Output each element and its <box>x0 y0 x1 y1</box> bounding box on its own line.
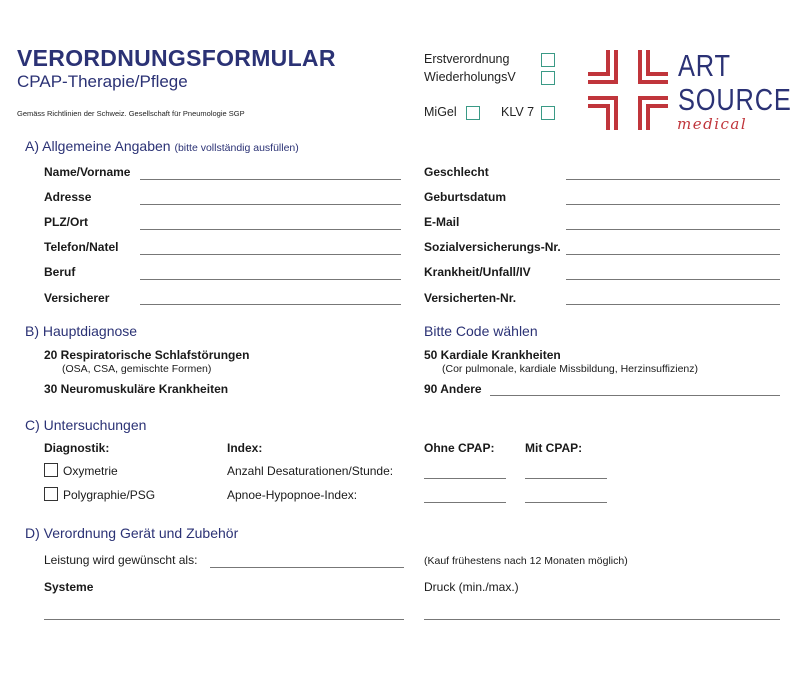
mit-cpap-header: Mit CPAP: <box>525 441 583 455</box>
field-line-plz[interactable] <box>140 229 401 230</box>
section-d-heading: D) Verordnung Gerät und Zubehör <box>25 525 239 541</box>
logo-text-source: SOURCE <box>678 82 792 117</box>
druck-label: Druck (min./max.) <box>424 580 519 594</box>
oxymetrie-checkbox[interactable] <box>44 463 58 477</box>
field-label-geburtsdatum: Geburtsdatum <box>424 190 507 204</box>
klv7-label: KLV 7 <box>501 105 535 119</box>
field-line-krankheit[interactable] <box>566 279 780 280</box>
diagnosis-50-sub: (Cor pulmonale, kardiale Missbildung, Herzinsuffizienz) <box>442 363 698 375</box>
field-line-geburtsdatum[interactable] <box>566 204 780 205</box>
field-label-versicherer: Versicherer <box>44 291 110 305</box>
field-label-versicherten-nr: Versicherten-Nr. <box>424 291 517 305</box>
field-line-andere[interactable] <box>490 395 780 396</box>
logo-cross-icon <box>586 48 670 132</box>
section-a-note: (bitte vollständig ausfüllen) <box>174 142 299 154</box>
wiederholung-label: WiederholungsV <box>424 70 516 84</box>
erstverordnung-checkbox[interactable] <box>541 53 555 67</box>
field-line-druck[interactable] <box>424 619 780 620</box>
oxymetrie-label: Oxymetrie <box>63 464 118 478</box>
field-label-krankheit: Krankheit/Unfall/IV <box>424 265 531 279</box>
field-label-geschlecht: Geschlecht <box>424 165 489 179</box>
index-header: Index: <box>227 441 263 455</box>
field-label-name: Name/Vorname <box>44 165 131 179</box>
field-line-name[interactable] <box>140 179 401 180</box>
ahi-mit-cpap-line[interactable] <box>525 502 607 503</box>
wiederholung-checkbox[interactable] <box>541 71 555 85</box>
ohne-cpap-header: Ohne CPAP: <box>424 441 495 455</box>
ahi-ohne-cpap-line[interactable] <box>424 502 506 503</box>
field-line-email[interactable] <box>566 229 780 230</box>
diagnosis-90[interactable]: 90 Andere <box>424 382 482 396</box>
section-b-heading: B) Hauptdiagnose <box>25 323 138 339</box>
field-label-email: E-Mail <box>424 215 460 229</box>
field-line-adresse[interactable] <box>140 204 401 205</box>
logo-text-medical: medical <box>677 115 748 133</box>
field-label-telefon: Telefon/Natel <box>44 240 119 254</box>
form-title: VERORDNUNGSFORMULAR <box>17 45 336 71</box>
kauf-note: (Kauf frühestens nach 12 Monaten möglich) <box>424 555 628 567</box>
diagnosis-30[interactable]: 30 Neuromuskuläre Krankheiten <box>44 382 229 396</box>
klv7-checkbox[interactable] <box>541 106 555 120</box>
desaturation-label: Anzahl Desaturationen/Stunde: <box>227 464 394 478</box>
ahi-label: Apnoe-Hypopnoe-Index: <box>227 488 358 502</box>
field-label-adresse: Adresse <box>44 190 92 204</box>
field-line-systeme[interactable] <box>44 619 404 620</box>
migel-label: MiGel <box>424 105 457 119</box>
leistung-label: Leistung wird gewünscht als: <box>44 553 198 567</box>
field-line-beruf[interactable] <box>140 279 401 280</box>
section-a-title: A) Allgemeine Angaben <box>25 138 171 154</box>
erstverordnung-label: Erstverordnung <box>424 52 510 66</box>
section-a-heading <box>25 138 299 154</box>
migel-checkbox[interactable] <box>466 106 480 120</box>
field-line-versicherer[interactable] <box>140 304 401 305</box>
diagnosis-20[interactable]: 20 Respiratorische Schlafstörungen <box>44 348 250 362</box>
polygraphie-label: Polygraphie/PSG <box>63 488 156 502</box>
field-label-plz: PLZ/Ort <box>44 215 88 229</box>
section-c-heading: C) Untersuchungen <box>25 417 147 433</box>
diagnosis-20-sub: (OSA, CSA, gemischte Formen) <box>62 363 212 375</box>
guideline-note: Gemäss Richtlinien der Schweiz. Gesellschaft für Pneumologie SGP <box>17 109 245 118</box>
field-line-sozialversicherung[interactable] <box>566 254 780 255</box>
logo-text-art: ART <box>678 48 731 83</box>
desat-mit-cpap-line[interactable] <box>525 478 607 479</box>
field-label-beruf: Beruf <box>44 265 76 279</box>
field-label-sozialversicherung: Sozialversicherungs-Nr. <box>424 240 561 254</box>
form-subtitle: CPAP-Therapie/Pflege <box>17 72 188 91</box>
systeme-label: Systeme <box>44 580 94 594</box>
diagnosis-50[interactable]: 50 Kardiale Krankheiten <box>424 348 561 362</box>
field-line-versicherten-nr[interactable] <box>566 304 780 305</box>
field-line-telefon[interactable] <box>140 254 401 255</box>
desat-ohne-cpap-line[interactable] <box>424 478 506 479</box>
field-line-geschlecht[interactable] <box>566 179 780 180</box>
code-heading: Bitte Code wählen <box>424 323 538 339</box>
polygraphie-checkbox[interactable] <box>44 487 58 501</box>
diagnostik-header: Diagnostik: <box>44 441 110 455</box>
field-line-leistung[interactable] <box>210 567 404 568</box>
